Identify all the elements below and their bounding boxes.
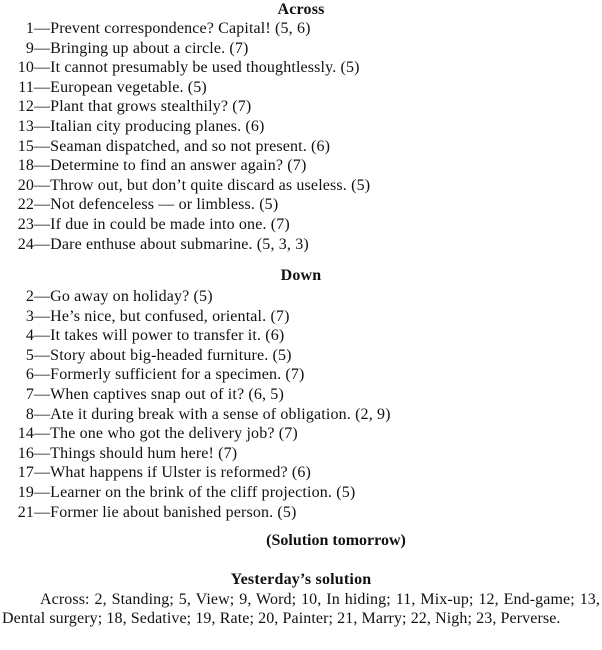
clue-number: 4 [25,327,34,345]
across-heading: Across [277,1,325,18]
down-clue-3 [6,307,290,326]
clue-text: Things should hum here! (7) [50,444,238,462]
clue-number: 6 [25,366,34,384]
clue-text: Formerly sufficient for a specimen. (7) [50,366,305,384]
clue-number: 20 [17,176,34,194]
clue-text: Go away on holiday? (5) [50,288,213,305]
yesterday-solution-heading: Yesterday’s solution [230,571,372,588]
down-clue-8 [6,405,391,424]
clue-number: 7 [25,386,34,403]
clue-dash: — [34,464,51,482]
clue-dash: — [34,386,51,403]
clue-dash: — [34,78,51,96]
clue-text: Determine to find an answer again? (7) [50,157,307,175]
down-clue-19 [6,483,355,502]
clue-dash: — [34,327,51,345]
clue-text: What happens if Ulster is reformed? (6) [50,464,312,482]
across-clue-12 [6,97,251,116]
clue-number: 1 [25,20,34,37]
clue-dash: — [34,137,51,155]
clue-number: 22 [17,196,34,214]
clue-dash: — [34,405,51,423]
clue-number: 9 [25,39,34,57]
clue-number: 11 [18,78,34,96]
clue-text: Seaman dispatched, and so not present. (6) [50,137,331,155]
across-clue-22 [6,195,278,214]
across-clue-11 [6,78,207,97]
clue-text: Italian city producing planes. (6) [50,118,265,135]
clue-text: Learner on the brink of the cliff projection. (5) [50,484,356,501]
clue-number: 3 [25,307,34,325]
clue-dash: — [34,98,51,116]
clue-dash: — [34,307,51,325]
clue-text: European vegetable. (5) [50,78,207,96]
clue-number: 21 [17,503,34,521]
clue-dash: — [34,346,51,364]
yesterday-solution-text: Across: 2, Standing; 5, View; 9, Word; 10, In hiding; 11, Mix-up; 12, End-game; 13, Dental surgery; 18, Sedative; 19, Rate; 20, Painter; 21, Marry; 22, Nigh; 23, Perverse. [2,591,600,627]
clue-dash: — [34,39,51,57]
clue-number: 17 [17,464,34,482]
clue-text: It cannot presumably be used thoughtlessly. (5) [50,59,360,77]
clue-dash: — [34,118,51,135]
clue-dash: — [34,484,51,501]
clue-number: 8 [25,405,34,423]
clue-text: Former lie about banished person. (5) [50,503,297,521]
clue-number: 10 [17,59,34,77]
across-clue-23 [6,215,290,234]
down-clue-21 [6,503,297,522]
clue-number: 15 [17,137,34,155]
clue-dash: — [34,216,51,233]
across-clue-1 [6,19,311,38]
clue-dash: — [34,20,51,37]
down-clue-5 [6,346,292,365]
down-clue-7 [6,385,284,404]
clue-text: Dare enthuse about submarine. (5, 3, 3) [50,235,309,253]
clue-number: 13 [17,118,34,135]
clue-text: Ate it during break with a sense of obligation. (2, 9) [50,405,391,423]
clue-dash: — [34,444,51,462]
clue-dash: — [34,176,51,194]
clue-text: If due in could be made into one. (7) [50,216,290,233]
clue-number: 12 [17,98,34,116]
clue-number: 14 [17,425,34,443]
clue-number: 23 [17,216,34,233]
clue-number: 24 [17,235,34,253]
clue-dash: — [34,288,51,305]
clue-text: It takes will power to transfer it. (6) [50,327,285,345]
solution-tomorrow-note: (Solution tomorrow) [266,532,406,549]
down-heading: Down [280,267,322,284]
clue-number: 5 [25,346,34,364]
down-clue-4 [6,326,284,345]
across-clue-13 [6,117,265,136]
clue-number: 19 [17,484,34,501]
down-clue-14 [6,424,298,443]
clue-dash: — [34,157,51,175]
clue-dash: — [34,59,51,77]
clue-text: Bringing up about a circle. (7) [50,39,249,57]
clue-number: 2 [25,288,34,305]
across-clue-15 [6,137,330,156]
down-clue-2 [6,287,213,306]
down-clue-16 [6,444,237,463]
clue-dash: — [34,503,51,521]
clue-text: When captives snap out of it? (6, 5) [50,386,284,403]
clue-text: Not defenceless — or limbless. (5) [50,196,279,214]
clue-dash: — [34,235,51,253]
clue-text: Prevent correspondence? Capital! (5, 6) [50,20,311,37]
clue-text: Plant that grows stealthily? (7) [50,98,252,116]
across-clue-9 [6,39,249,58]
clue-dash: — [34,196,51,214]
across-clue-20 [6,176,370,195]
clue-text: Throw out, but don’t quite discard as useless. (5) [50,176,371,194]
clue-dash: — [34,425,51,443]
clue-number: 16 [17,444,34,462]
down-clue-17 [6,463,311,482]
clue-number: 18 [17,157,34,175]
clue-text: The one who got the delivery job? (7) [50,425,298,443]
down-clue-6 [6,365,305,384]
clue-text: Story about big-headed furniture. (5) [50,346,292,364]
across-clue-18 [6,156,306,175]
clue-dash: — [34,366,51,384]
across-clue-24 [6,235,309,254]
clue-text: He’s nice, but confused, oriental. (7) [50,307,290,325]
across-clue-10 [6,58,360,77]
